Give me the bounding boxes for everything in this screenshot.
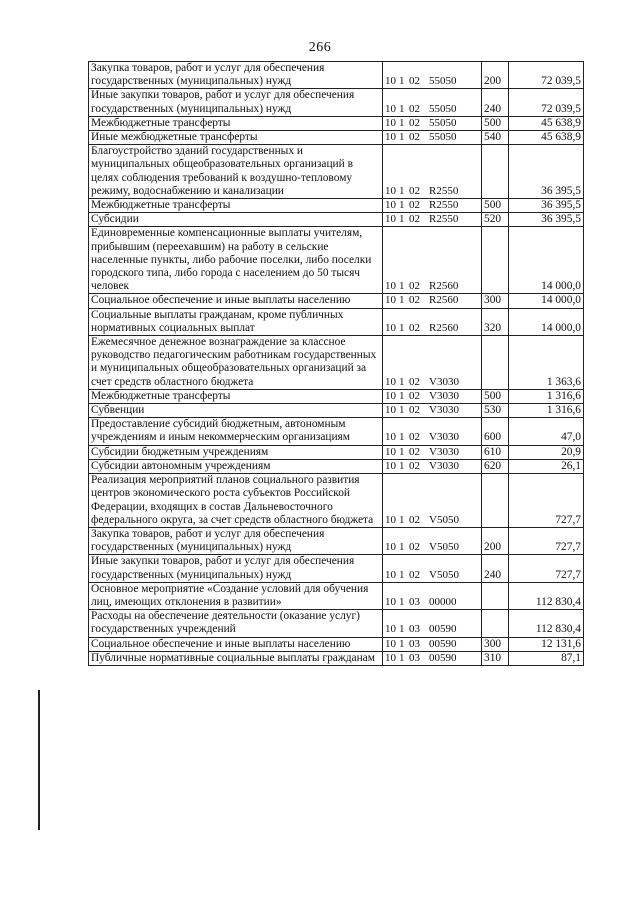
row-code: [383, 404, 482, 418]
row-name: Иные закупки товаров, работ и услуг для обеспечения государственных (муниципальных) нужд: [89, 89, 383, 116]
table-row: [89, 474, 584, 528]
margin-mark: [38, 690, 40, 830]
row-amount: 14 000,0: [509, 294, 584, 308]
row-amount: 727,7: [509, 527, 584, 554]
code-section: 10: [385, 513, 396, 526]
code-article: 55050: [429, 116, 457, 129]
code-article: V3030: [429, 445, 459, 458]
code-article: V5050: [429, 513, 459, 526]
code-article: V5050: [429, 568, 459, 581]
table-row: [89, 131, 584, 145]
row-code: [383, 294, 482, 308]
code-article: V5050: [429, 541, 459, 554]
row-amount: 20,9: [509, 445, 584, 459]
code-article: R2550: [429, 199, 459, 212]
row-name: Предоставление субсидий бюджетным, автономным учреждениям и иным некоммерческим организациям: [89, 418, 383, 445]
row-name: Закупка товаров, работ и услуг для обеспечения государственных (муниципальных) нужд: [89, 527, 383, 554]
code-article: V3030: [429, 431, 459, 444]
code-section: 10: [385, 199, 396, 212]
row-code: [383, 89, 482, 116]
code-program: 02: [409, 75, 420, 88]
code-subsection: 1: [399, 75, 405, 88]
row-expense-type: [482, 610, 509, 637]
row-amount: 727,7: [509, 474, 584, 528]
code-program: 02: [409, 459, 420, 472]
table-row: [89, 227, 584, 294]
code-program: 02: [409, 431, 420, 444]
code-section: 10: [385, 568, 396, 581]
code-article: 00000: [429, 595, 457, 608]
code-article: V3030: [429, 389, 459, 402]
row-code: [383, 527, 482, 554]
code-subsection: 1: [399, 445, 405, 458]
row-code: [383, 474, 482, 528]
budget-table: [88, 61, 584, 666]
row-name: Социальные выплаты гражданам, кроме публичных нормативных социальных выплат: [89, 308, 383, 335]
table-row: [89, 445, 584, 459]
row-amount: 1 316,6: [509, 404, 584, 418]
row-amount: 36 395,5: [509, 199, 584, 213]
table-row: [89, 294, 584, 308]
code-program: 03: [409, 637, 420, 650]
table-row: [89, 582, 584, 609]
row-code: [383, 582, 482, 609]
row-code: [383, 213, 482, 227]
code-article: V3030: [429, 375, 459, 388]
row-code: [383, 637, 482, 651]
row-expense-type: 300: [482, 637, 509, 651]
code-section: 10: [385, 116, 396, 129]
code-article: R2560: [429, 294, 459, 307]
row-amount: 1 316,6: [509, 389, 584, 403]
code-program: 02: [409, 102, 420, 115]
table-row: [89, 404, 584, 418]
code-program: 02: [409, 321, 420, 334]
row-amount: 87,1: [509, 651, 584, 665]
code-subsection: 1: [399, 404, 405, 417]
row-amount: 727,7: [509, 555, 584, 582]
table-row: [89, 555, 584, 582]
row-name: Основное мероприятие «Создание условий для обучения лиц, имеющих отклонения в развитии»: [89, 582, 383, 609]
code-article: 55050: [429, 75, 457, 88]
code-program: 02: [409, 568, 420, 581]
row-expense-type: 240: [482, 89, 509, 116]
row-expense-type: 530: [482, 404, 509, 418]
row-amount: 45 638,9: [509, 131, 584, 145]
code-subsection: 1: [399, 280, 405, 293]
code-article: 00590: [429, 637, 457, 650]
table-row: [89, 637, 584, 651]
row-name: Межбюджетные трансферты: [89, 116, 383, 130]
code-section: 10: [385, 637, 396, 650]
row-code: [383, 131, 482, 145]
row-code: [383, 445, 482, 459]
table-row: [89, 527, 584, 554]
row-code: [383, 418, 482, 445]
code-subsection: 1: [399, 651, 405, 664]
code-program: 03: [409, 595, 420, 608]
code-section: 10: [385, 459, 396, 472]
row-amount: 47,0: [509, 418, 584, 445]
row-name: Публичные нормативные социальные выплаты гражданам: [89, 651, 383, 665]
row-code: [383, 227, 482, 294]
code-section: 10: [385, 280, 396, 293]
code-article: 00590: [429, 651, 457, 664]
code-section: 10: [385, 623, 396, 636]
row-code: [383, 336, 482, 390]
row-amount: 1 363,6: [509, 336, 584, 390]
row-name: Межбюджетные трансферты: [89, 389, 383, 403]
code-article: 55050: [429, 102, 457, 115]
code-subsection: 1: [399, 595, 405, 608]
page-number: 266: [308, 40, 332, 55]
row-expense-type: [482, 145, 509, 199]
row-name: Субсидии бюджетным учреждениям: [89, 445, 383, 459]
code-subsection: 1: [399, 459, 405, 472]
row-amount: 45 638,9: [509, 116, 584, 130]
row-expense-type: 500: [482, 389, 509, 403]
row-expense-type: 620: [482, 459, 509, 473]
code-subsection: 1: [399, 131, 405, 144]
row-amount: 36 395,5: [509, 145, 584, 199]
row-name: Субсидии: [89, 213, 383, 227]
row-code: [383, 459, 482, 473]
code-article: R2560: [429, 321, 459, 334]
code-section: 10: [385, 294, 396, 307]
row-name: Реализация мероприятий планов социального развития центров экономического роста субъектов Российской Федерации, входящих в состав Дальневосточного федерального округа, за счет средств областного бюджета: [89, 474, 383, 528]
code-subsection: 1: [399, 389, 405, 402]
row-name: Субсидии автономным учреждениям: [89, 459, 383, 473]
code-article: R2550: [429, 213, 459, 226]
code-section: 10: [385, 102, 396, 115]
code-program: 02: [409, 541, 420, 554]
code-program: 02: [409, 116, 420, 129]
code-article: R2560: [429, 280, 459, 293]
row-amount: 112 830,4: [509, 610, 584, 637]
row-code: [383, 555, 482, 582]
row-name: Иные закупки товаров, работ и услуг для обеспечения государственных (муниципальных) нужд: [89, 555, 383, 582]
row-code: [383, 62, 482, 89]
code-subsection: 1: [399, 568, 405, 581]
table-row: [89, 459, 584, 473]
row-expense-type: 520: [482, 213, 509, 227]
row-amount: 26,1: [509, 459, 584, 473]
row-expense-type: 600: [482, 418, 509, 445]
code-program: 03: [409, 651, 420, 664]
code-subsection: 1: [399, 375, 405, 388]
row-code: [383, 389, 482, 403]
code-article: V3030: [429, 404, 459, 417]
code-article: V3030: [429, 459, 459, 472]
row-name: Благоустройство зданий государственных и муниципальных общеобразовательных организаций в целях соблюдения требований к воздушно-тепловому режиму, водоснабжению и канализации: [89, 145, 383, 199]
row-expense-type: [482, 227, 509, 294]
code-program: 03: [409, 623, 420, 636]
row-expense-type: 610: [482, 445, 509, 459]
table-row: [89, 651, 584, 665]
row-amount: 72 039,5: [509, 89, 584, 116]
row-expense-type: 500: [482, 116, 509, 130]
row-expense-type: 200: [482, 62, 509, 89]
row-amount: 12 131,6: [509, 637, 584, 651]
code-subsection: 1: [399, 541, 405, 554]
code-program: 02: [409, 389, 420, 402]
row-code: [383, 145, 482, 199]
code-program: 02: [409, 213, 420, 226]
row-amount: 14 000,0: [509, 308, 584, 335]
row-name: Межбюджетные трансферты: [89, 199, 383, 213]
row-code: [383, 308, 482, 335]
table-row: [89, 308, 584, 335]
code-subsection: 1: [399, 294, 405, 307]
code-section: 10: [385, 131, 396, 144]
table-row: [89, 89, 584, 116]
row-expense-type: 500: [482, 199, 509, 213]
code-program: 02: [409, 184, 420, 197]
table-row: [89, 199, 584, 213]
code-program: 02: [409, 375, 420, 388]
row-expense-type: 310: [482, 651, 509, 665]
table-row: [89, 418, 584, 445]
table-row: [89, 610, 584, 637]
row-code: [383, 651, 482, 665]
row-name: Расходы на обеспечение деятельности (оказание услуг) государственных учреждений: [89, 610, 383, 637]
code-subsection: 1: [399, 513, 405, 526]
row-name: Социальное обеспечение и иные выплаты населению: [89, 637, 383, 651]
code-subsection: 1: [399, 623, 405, 636]
code-section: 10: [385, 595, 396, 608]
row-expense-type: [482, 582, 509, 609]
row-amount: 14 000,0: [509, 227, 584, 294]
code-article: R2550: [429, 184, 459, 197]
table-row: [89, 116, 584, 130]
code-section: 10: [385, 541, 396, 554]
code-subsection: 1: [399, 431, 405, 444]
code-subsection: 1: [399, 199, 405, 212]
code-article: 00590: [429, 623, 457, 636]
row-expense-type: 540: [482, 131, 509, 145]
row-expense-type: [482, 474, 509, 528]
row-name: Закупка товаров, работ и услуг для обеспечения государственных (муниципальных) нужд: [89, 62, 383, 89]
row-code: [383, 610, 482, 637]
code-program: 02: [409, 294, 420, 307]
row-amount: 72 039,5: [509, 62, 584, 89]
code-section: 10: [385, 184, 396, 197]
code-subsection: 1: [399, 102, 405, 115]
row-expense-type: 240: [482, 555, 509, 582]
code-program: 02: [409, 445, 420, 458]
code-subsection: 1: [399, 213, 405, 226]
row-name: Ежемесячное денежное вознаграждение за классное руководство педагогическим работникам государственных и муниципальных общеобразовательных организаций за счет средств областного бюджета: [89, 336, 383, 390]
code-section: 10: [385, 375, 396, 388]
code-program: 02: [409, 404, 420, 417]
code-section: 10: [385, 321, 396, 334]
code-section: 10: [385, 431, 396, 444]
code-subsection: 1: [399, 321, 405, 334]
table-row: [89, 336, 584, 390]
code-subsection: 1: [399, 637, 405, 650]
table-row: [89, 145, 584, 199]
table-row: [89, 62, 584, 89]
row-expense-type: [482, 336, 509, 390]
code-section: 10: [385, 404, 396, 417]
row-amount: 112 830,4: [509, 582, 584, 609]
code-section: 10: [385, 75, 396, 88]
code-section: 10: [385, 213, 396, 226]
code-section: 10: [385, 651, 396, 664]
table-row: [89, 389, 584, 403]
row-expense-type: 320: [482, 308, 509, 335]
row-code: [383, 199, 482, 213]
row-name: Социальное обеспечение и иные выплаты населению: [89, 294, 383, 308]
code-program: 02: [409, 199, 420, 212]
code-section: 10: [385, 445, 396, 458]
row-name: Иные межбюджетные трансферты: [89, 131, 383, 145]
row-expense-type: 300: [482, 294, 509, 308]
row-expense-type: 200: [482, 527, 509, 554]
code-subsection: 1: [399, 184, 405, 197]
code-section: 10: [385, 389, 396, 402]
row-name: Единовременные компенсационные выплаты учителям, прибывшим (переехавшим) на работу в сельские населенные пункты, либо рабочие поселки, либо поселки городского типа, либо города с населением до 50 тысяч человек: [89, 227, 383, 294]
row-code: [383, 116, 482, 130]
row-amount: 36 395,5: [509, 213, 584, 227]
code-program: 02: [409, 280, 420, 293]
code-article: 55050: [429, 131, 457, 144]
table-row: [89, 213, 584, 227]
row-name: Субвенции: [89, 404, 383, 418]
code-subsection: 1: [399, 116, 405, 129]
code-program: 02: [409, 513, 420, 526]
code-program: 02: [409, 131, 420, 144]
